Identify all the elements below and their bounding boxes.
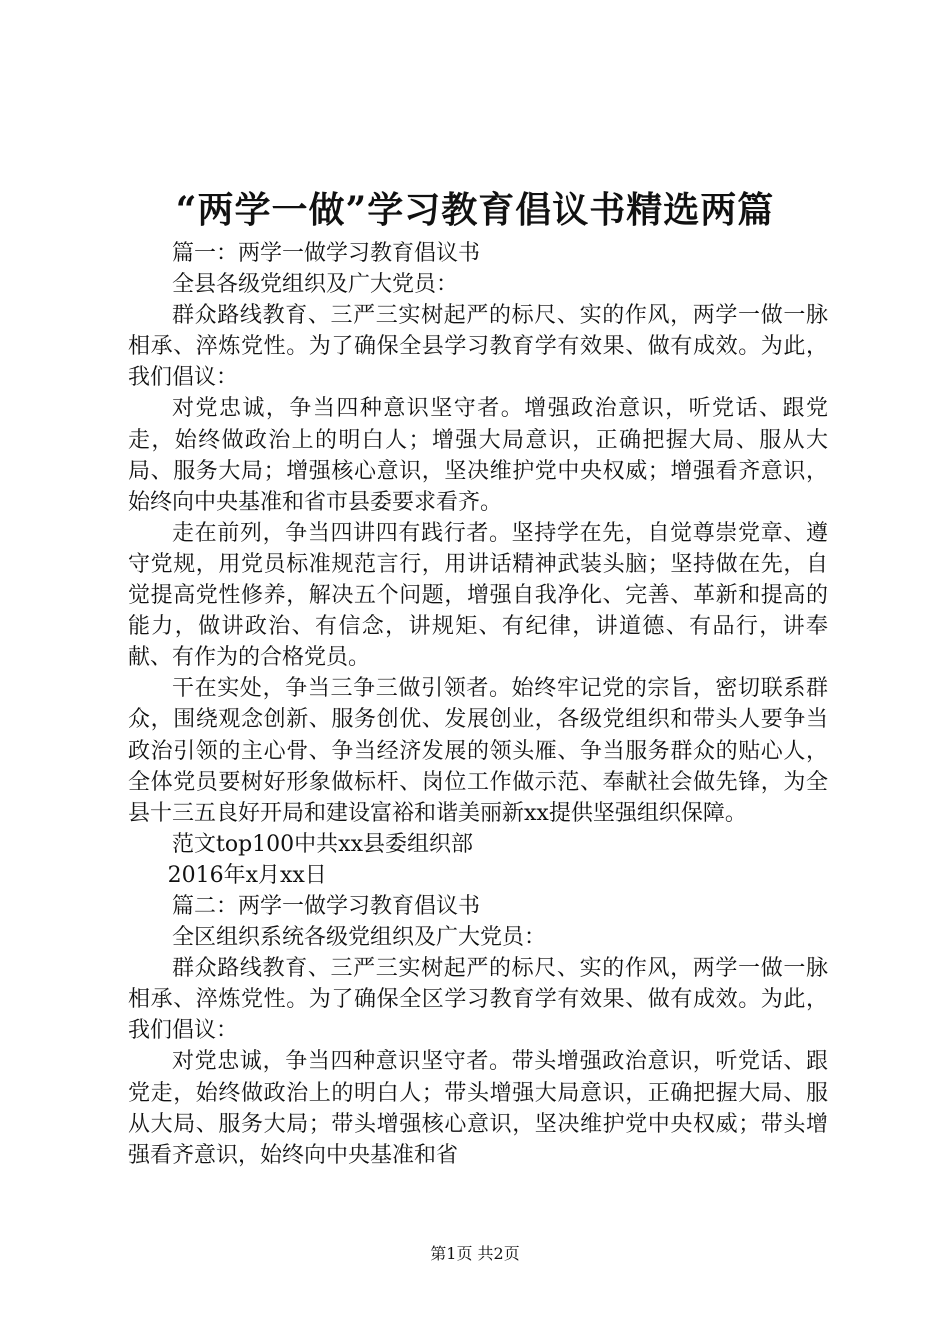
page-number-footer: 第1页 共2页 [430, 1244, 520, 1263]
paragraph-practice-1: 干在实处，争当三争三做引领者。始终牢记党的宗旨，密切联系群众，围绕观念创新、服务创优、发展创业，各级党组织和带头人要争当政治引领的主心骨、争当经济发展的领头雁、争当服务群众的贴心人，全体党员要树好形象做标杆、岗位工作做示范、奉献社会做先锋，为全县十三五良好开局和建设富裕和谐美丽新xx提供坚强组织保障。 [128, 676, 828, 826]
section-heading-2: 篇二：两学一做学习教育倡议书 [172, 893, 481, 919]
section-heading-1: 篇一：两学一做学习教育倡议书 [172, 241, 481, 266]
paragraph-intro-2: 群众路线教育、三严三实树起严的标尺、实的作风，两学一做一脉相承、淬炼党性。为了确保全区学习教育学有效果、做有成效。为此，我们倡议： [128, 956, 828, 1044]
salutation-1: 全县各级党组织及广大党员： [172, 272, 459, 298]
paragraph-loyalty-2: 对党忠诚，争当四种意识坚守者。带头增强政治意识，听党话、跟党走，始终做政治上的明白人；带头增强大局意识，正确把握大局、服从大局、服务大局；带头增强核心意识，坚决维护党中央权威；带头增强看齐意识，始终向中央基准和省 [128, 1049, 828, 1168]
paragraph-intro-1: 群众路线教育、三严三实树起严的标尺、实的作风，两学一做一脉相承、淬炼党性。为了确保全县学习教育学有效果、做有成效。为此，我们倡议： [128, 303, 828, 391]
signature-org-1: 范文top100中共xx县委组织部 [172, 831, 473, 857]
paragraph-loyalty-1: 对党忠诚，争当四种意识坚守者。增强政治意识，听党话、跟党走，始终做政治上的明白人；增强大局意识，正确把握大局、服从大局、服务大局；增强核心意识，坚决维护党中央权威；增强看齐意识，始终向中央基准和省市县委要求看齐。 [128, 396, 828, 515]
paragraph-forefront-1: 走在前列，争当四讲四有践行者。坚持学在先，自觉尊崇党章、遵守党规，用党员标准规范言行，用讲话精神武装头脑；坚持做在先，自觉提高党性修养，解决五个问题，增强自我净化、完善、革新和提高的能力，做讲政治、有信念，讲规矩、有纪律，讲道德、有品行，讲奉献、有作为的合格党员。 [128, 520, 828, 671]
document-title: “两学一做”学习教育倡议书精选两篇 [175, 189, 775, 231]
salutation-2: 全区组织系统各级党组织及广大党员： [172, 925, 547, 951]
signature-date-1: 2016年x月xx日 [167, 862, 327, 888]
document-body [128, 238, 828, 1171]
